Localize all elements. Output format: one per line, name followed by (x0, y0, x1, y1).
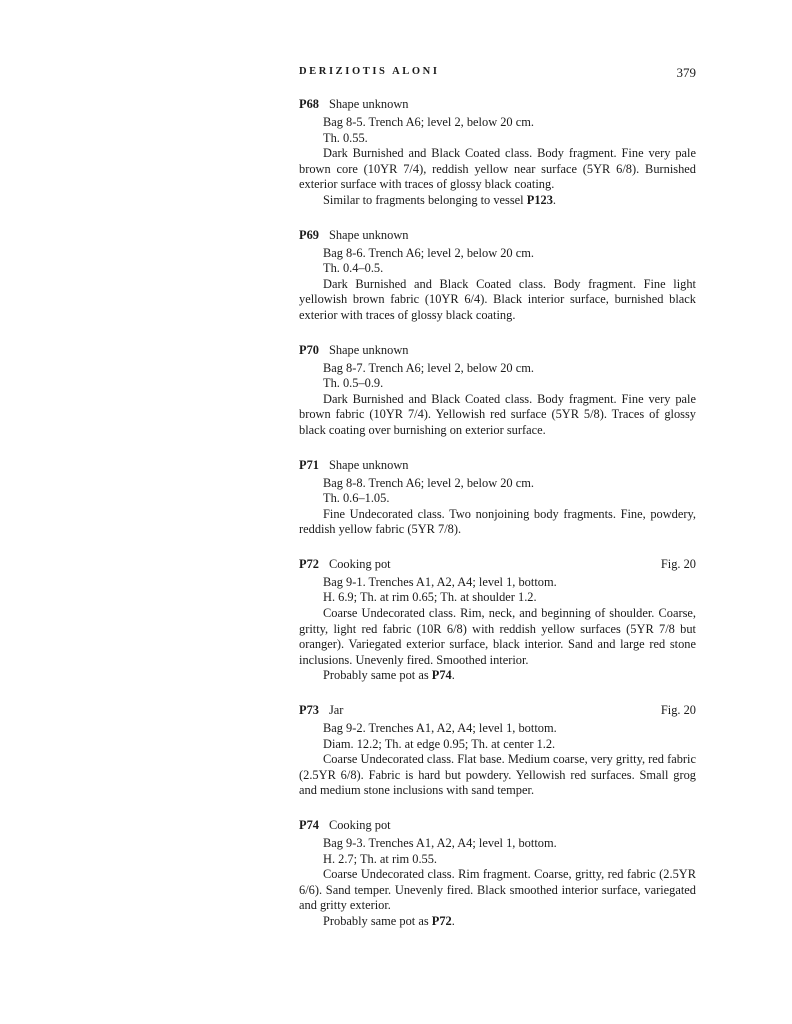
running-header (299, 66, 696, 82)
entry-id: P73 (299, 703, 319, 718)
entry-measurements: Th. 0.6–1.05. (323, 491, 390, 506)
entry-bag: Bag 8-8. Trench A6; level 2, below 20 cm. (323, 475, 534, 490)
page-number: 379 (676, 65, 696, 80)
running-head: DERIZIOTIS ALONI (299, 66, 440, 77)
entry-bag: Bag 8-5. Trench A6; level 2, below 20 cm. (323, 115, 534, 129)
entry-note-end: . (451, 668, 455, 683)
entry-measurements: H. 6.9; Th. at rim 0.65; Th. at shoulder 1.2. (323, 590, 537, 605)
entry-description: Dark Burnished and Black Coated class. Body fragment. Fine very pale brown fabric (10YR 7/4). Yellowish red surface (5YR 5/8). Traces of glossy black coating over burnishing on exterior surface. (299, 391, 696, 437)
entry-title: Shape unknown (328, 457, 409, 472)
entry-note-ref: P72 (431, 913, 452, 928)
entry-bag: Bag 8-7. Trench A6; level 2, below 20 cm. (323, 360, 534, 375)
entry-bag: Bag 8-6. Trench A6; level 2, below 20 cm. (323, 245, 534, 260)
entry-note-text: Similar to fragments belonging to vessel (323, 192, 524, 207)
entry-bag: Bag 9-3. Trenches A1, A2, A4; level 1, bottom. (323, 836, 557, 850)
catalog-entry-p72 (299, 557, 696, 684)
entry-description: Fine Undecorated class. Two nonjoining body fragments. Fine, powdery, reddish yellow fabric (5YR 7/8). (299, 506, 696, 537)
entry-heading (299, 818, 696, 834)
catalog-entry-p71 (299, 458, 696, 538)
entry-title: Shape unknown (328, 227, 409, 242)
entry-heading (299, 458, 696, 474)
entry-note-end: . (552, 192, 557, 207)
entry-measurements: Th. 0.5–0.9. (323, 376, 384, 391)
catalog-entry-p73 (299, 703, 696, 799)
entry-heading (299, 703, 696, 719)
entry-id: P74 (299, 818, 319, 832)
entry-note-end: . (451, 913, 455, 928)
entry-measurements: Th. 0.55. (323, 130, 368, 145)
entry-id: P70 (299, 342, 319, 357)
entry-heading (299, 557, 696, 573)
catalog-entries (299, 97, 696, 949)
entry-heading (299, 343, 696, 359)
catalog-entry-p68 (299, 97, 696, 209)
entry-measurements: Th. 0.4–0.5. (323, 261, 384, 276)
entry-title: Cooking pot (328, 556, 391, 571)
entry-measurements: Diam. 12.2; Th. at edge 0.95; Th. at center 1.2. (323, 736, 556, 751)
entry-title: Cooking pot (328, 818, 391, 832)
entry-note-ref: P74 (431, 668, 452, 683)
entry-heading (299, 97, 696, 113)
entry-note (299, 914, 696, 930)
entry-id: P68 (299, 97, 319, 111)
entry-heading (299, 228, 696, 244)
entry-bag: Bag 9-1. Trenches A1, A2, A4; level 1, bottom. (323, 574, 557, 589)
entry-description: Coarse Undecorated class. Rim fragment. Coarse, gritty, red fabric (2.5YR 6/6). Sand temper. Unevenly fired. Black smoothed interior surface, variegated and gritty exterior. (299, 867, 696, 913)
entry-id: P72 (299, 556, 319, 571)
entry-title: Jar (328, 703, 344, 718)
entry-description: Coarse Undecorated class. Rim, neck, and beginning of shoulder. Coarse, gritty, light red fabric (10R 6/8) with reddish yellow surfaces (5YR 7/8 but oranger). Variegated exterior surface, black interior. Sand and large red stone inclusions. Unevenly fired. Smoothed interior. (299, 606, 696, 667)
figure-reference: Fig. 20 (660, 703, 696, 718)
entry-note-text: Probably same pot as (323, 913, 429, 928)
entry-measurements: H. 2.7; Th. at rim 0.55. (323, 851, 438, 866)
entry-note (299, 193, 696, 209)
figure-reference: Fig. 20 (660, 556, 696, 571)
entry-note-text: Probably same pot as (323, 668, 429, 683)
catalog-entry-p70 (299, 343, 696, 439)
entry-title: Shape unknown (328, 97, 409, 111)
entry-description: Dark Burnished and Black Coated class. Body fragment. Fine very pale brown core (10YR 7/4), reddish yellow near surface (5YR 6/8). Burnished exterior surface with traces of glossy black coating. (299, 146, 696, 192)
entry-id: P71 (299, 457, 319, 472)
entry-note (299, 668, 696, 684)
entry-note-ref: P123 (526, 192, 553, 207)
entry-title: Shape unknown (328, 342, 409, 357)
entry-id: P69 (299, 227, 319, 242)
entry-bag: Bag 9-2. Trenches A1, A2, A4; level 1, bottom. (323, 721, 557, 736)
catalog-entry-p74 (299, 818, 696, 930)
entry-description: Dark Burnished and Black Coated class. Body fragment. Fine light yellowish brown fabric (10YR 6/4). Black interior surface, burnished black exterior with traces of glossy black coating. (299, 276, 696, 322)
entry-description: Coarse Undecorated class. Flat base. Medium coarse, very gritty, red fabric (2.5YR 6/8). Fabric is hard but powdery. Yellowish red surfaces. Small grog and medium stone inclusions with sand temper. (299, 752, 696, 798)
catalog-entry-p69 (299, 228, 696, 324)
